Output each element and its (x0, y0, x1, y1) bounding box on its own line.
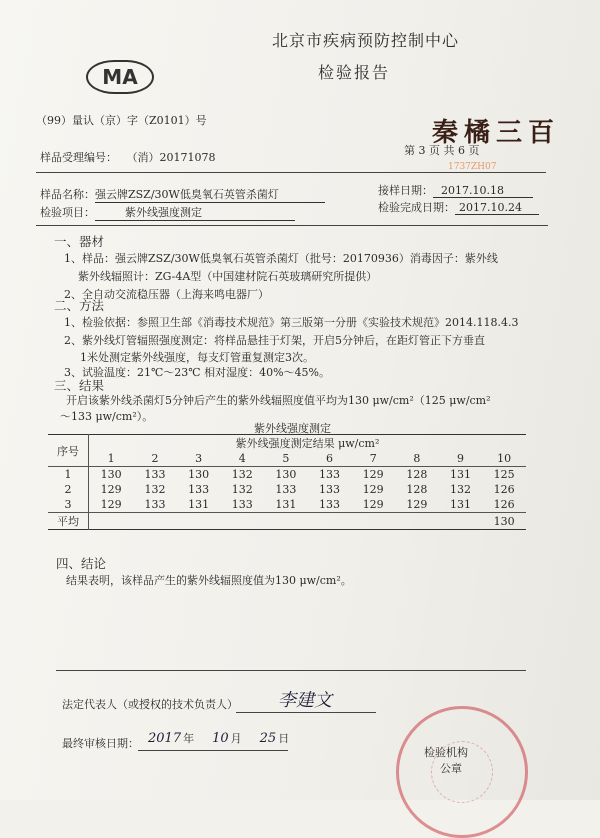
table-cell: 129 (362, 468, 384, 481)
sample-no-row (40, 149, 216, 165)
done-date-label: 检验完成日期： (378, 201, 455, 214)
table-row (48, 497, 526, 513)
column-header: 7 (369, 452, 377, 465)
watermark-sub: 1737ZH07 (448, 162, 497, 172)
section1-heading: 一、器材 (54, 234, 105, 249)
agency-line1: 检验机构 (424, 746, 468, 759)
table-caption: 紫外线强度测定 (254, 422, 331, 435)
column-header: 8 (413, 452, 421, 465)
section1-line3: 2、全自动交流稳压器（上海来鸣电器厂） (64, 288, 269, 301)
agency-line2: 公章 (440, 762, 462, 775)
sample-no-label: 样品受理编号： (40, 151, 117, 164)
section3-heading: 三、结果 (54, 378, 105, 393)
section3-line1: 开启该紫外线杀菌灯5分钟后产生的紫外线辐照度值平均为130 μw/cm²（125 μw/cm² (66, 394, 491, 407)
watermark-text: 秦橘三百 (432, 118, 561, 148)
review-date (148, 730, 289, 746)
column-header: 5 (282, 452, 290, 465)
table-cell: 126 (493, 483, 515, 496)
column-header: 9 (456, 452, 464, 465)
review-day-suffix: 日 (278, 732, 290, 745)
sample-item-label: 检验项目： (40, 206, 95, 219)
table-cell: 132 (231, 483, 253, 496)
sample-name-row (40, 186, 325, 203)
column-header: 10 (497, 452, 512, 465)
column-header-row (48, 451, 526, 467)
section4-heading: 四、结论 (56, 556, 107, 571)
section2-line3: 1米处测定紫外线强度，每支灯管重复测定3次。 (80, 351, 314, 364)
sample-no-value: （消）20171078 (126, 151, 216, 164)
divider-footer (56, 670, 526, 671)
recv-date-value: 2017.10.18 (433, 184, 533, 198)
average-row (48, 513, 526, 530)
org-name: 北京市疾病预防控制中心 (272, 31, 460, 50)
section1-line2: 紫外线辐照计：ZG-4A型（中国建材院石英玻璃研究所提供） (78, 270, 378, 283)
table-cell: 131 (275, 498, 297, 511)
review-month: 10 (212, 731, 229, 746)
review-year-suffix: 年 (183, 732, 195, 745)
rep-signature-line (236, 712, 376, 713)
section4-text: 结果表明，该样品产生的紫外线辐照度值为130 μw/cm²。 (66, 574, 352, 587)
table-cell: 129 (362, 498, 384, 511)
table-cell: 133 (144, 468, 166, 481)
table-cell: 130 (275, 468, 297, 481)
table-cell: 133 (319, 498, 341, 511)
table-cell: 130 (188, 468, 210, 481)
row-label: 3 (48, 497, 89, 513)
average-label: 平均 (48, 513, 89, 530)
section1-line1: 1、样品：强云牌ZSZ/30W低臭氧石英管杀菌灯（批号：20170936）消毒因子：紫外线 (64, 252, 498, 265)
sample-item-value: 紫外线强度测定 (95, 204, 295, 221)
column-header: 6 (326, 452, 334, 465)
recv-date-label: 接样日期： (378, 184, 433, 197)
results-table (48, 434, 526, 530)
table-cell: 132 (449, 483, 471, 496)
table-cell: 131 (188, 498, 210, 511)
section2-line1: 1、检验依据：参照卫生部《消毒技术规范》第三版第一分册《实验技术规范》2014.118.4.3 (64, 316, 519, 329)
column-header: 1 (107, 452, 115, 465)
table-row (48, 482, 526, 497)
review-day: 25 (259, 731, 277, 746)
seq-header: 序号 (48, 435, 89, 467)
group-header: 紫外线强度测定结果 μw/cm² (235, 437, 380, 450)
section3-line2: ～133 μw/cm²）。 (60, 410, 154, 423)
table-cell: 129 (362, 483, 384, 496)
done-date-value: 2017.10.24 (455, 201, 539, 215)
table-cell: 133 (275, 483, 297, 496)
table-cell: 131 (449, 498, 471, 511)
rep-signature: 李建文 (278, 690, 332, 711)
row-label: 2 (48, 482, 89, 497)
table-cell: 128 (406, 468, 428, 481)
table-cell: 133 (144, 498, 166, 511)
table-cell: 133 (188, 483, 210, 496)
column-header: 3 (195, 452, 203, 465)
sample-item-row (40, 204, 295, 221)
table-cell: 129 (100, 498, 122, 511)
table-cell: 133 (319, 483, 341, 496)
column-header: 4 (238, 452, 246, 465)
row-label: 1 (48, 467, 89, 483)
column-header: 2 (151, 452, 159, 465)
review-month-suffix: 月 (230, 732, 242, 745)
recv-date-row (378, 182, 533, 198)
table-cell: 130 (100, 468, 122, 481)
divider-mid (36, 225, 548, 226)
review-year: 2017 (148, 731, 182, 746)
review-date-line (138, 750, 288, 751)
table-cell: 128 (406, 483, 428, 496)
average-value: 130 (493, 514, 515, 528)
section2-heading: 二、方法 (54, 298, 105, 313)
sample-name-label: 样品名称： (40, 188, 95, 201)
table-cell: 129 (100, 483, 122, 496)
table-cell: 131 (449, 468, 471, 481)
table-cell: 133 (319, 468, 341, 481)
official-stamp (396, 706, 528, 838)
section2-line4: 3、试验温度：21℃～23℃ 相对湿度：40%～45%。 (64, 366, 330, 379)
table-cell: 132 (144, 483, 166, 496)
sample-name-value: 强云牌ZSZ/30W低臭氧石英管杀菌灯 (95, 186, 325, 203)
done-date-row (378, 199, 539, 215)
table-cell: 126 (493, 498, 515, 511)
table-cell: 133 (231, 498, 253, 511)
page-info: 第 3 页 共 6 页 (404, 144, 480, 157)
divider-top (36, 172, 546, 173)
ma-logo: MA (86, 60, 154, 94)
report-title: 检验报告 (318, 63, 391, 82)
section2-line2: 2、紫外线灯管辐照强度测定：将样品悬挂于灯架，开启5分钟后，在距灯管正下方垂直 (64, 334, 485, 347)
table-cell: 132 (231, 468, 253, 481)
table-cell: 129 (406, 498, 428, 511)
table-cell: 125 (493, 468, 515, 481)
table-row (48, 467, 526, 483)
review-date-label: 最终审核日期： (62, 737, 139, 750)
cert-number: （99）量认（京）字（Z0101）号 (36, 114, 207, 127)
rep-label: 法定代表人（或授权的技术负责人） (62, 698, 238, 711)
